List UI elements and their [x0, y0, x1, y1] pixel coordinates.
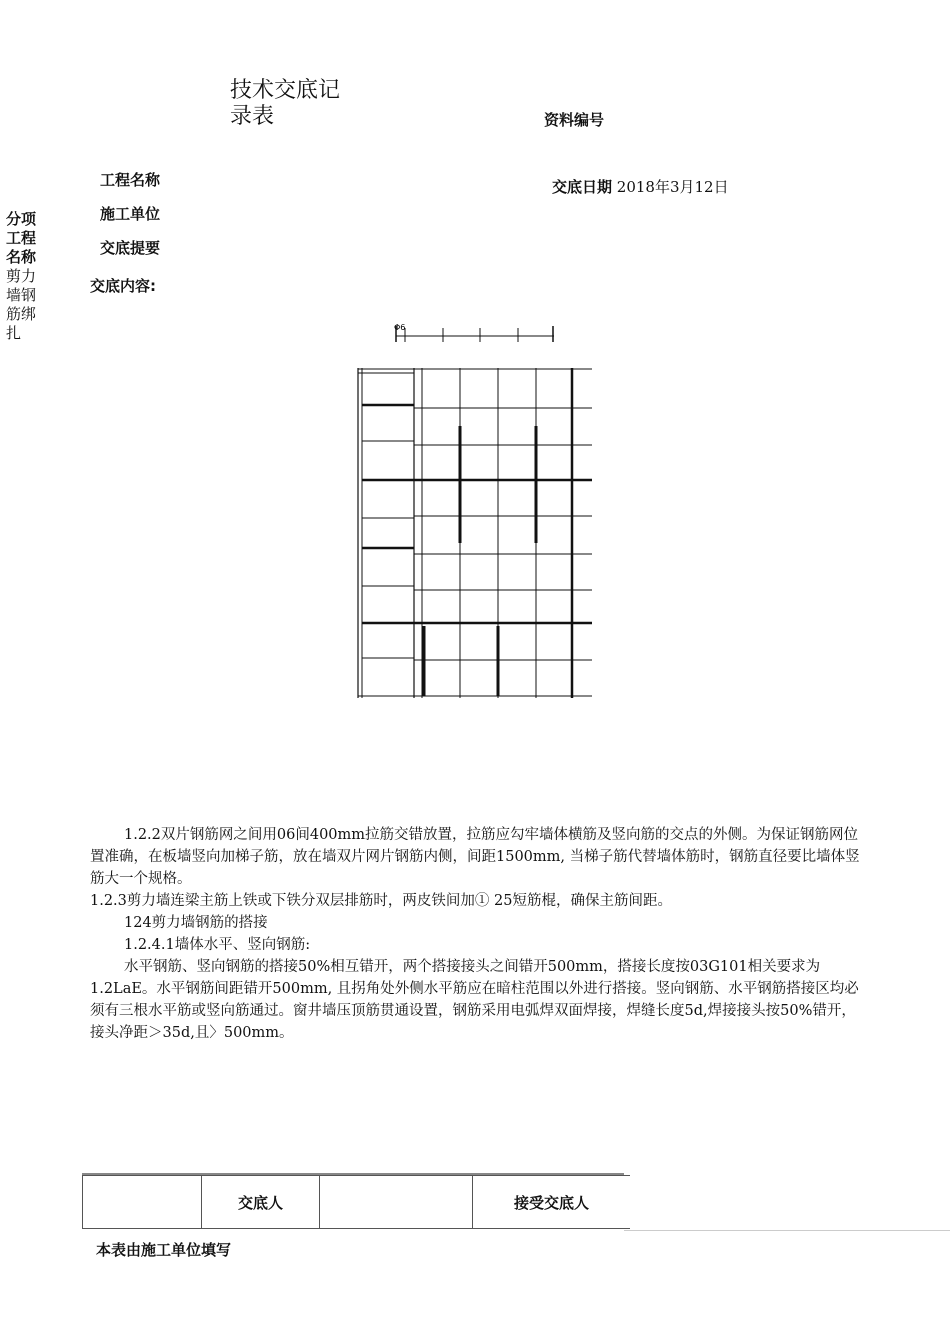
scale-label: Φ6 — [394, 323, 406, 332]
table-top-rule — [82, 1173, 624, 1175]
giver-signature-cell — [320, 1176, 473, 1229]
date-value: 2018年3月12日 — [616, 178, 729, 196]
subproject-label: 分项工程名称 — [6, 210, 37, 266]
paragraph-5: 水平钢筋、竖向钢筋的搭接50%相互错开，两个搭接接头之间错开500mm，搭接长度按03G101相关要求为1.2LaE。水平钢筋间距错开500mm, 且拐角处外侧水平筋应在暗柱范围以外进行搭接。竖向钢筋、水平钢筋搭接区均必须有三根水平筋或竖向筋通过。窗井墙压顶筋贯通设置，钢筋采用电弧焊双面焊接，焊缝长度5d,焊接接头按50%错开，接头净距＞35d,且〉500mm。 — [90, 959, 859, 1041]
extended-rule — [624, 1230, 950, 1231]
summary-label: 交底提要 — [100, 239, 161, 257]
footer-note: 本表由施工单位填写 — [96, 1241, 232, 1259]
content-label: 交底内容: — [90, 277, 156, 295]
date-row — [552, 176, 729, 197]
project-name-label: 工程名称 — [100, 171, 161, 189]
content-body — [90, 824, 860, 1044]
paragraph-2: 1.2.3剪力墙连梁主筋上铁或下铁分双层排筋时，两皮铁间加① 25短筋棍，确保主筋间距。 — [90, 893, 672, 909]
paragraph-1: 1.2.2双片钢筋网之间用06间400mm拉筋交错放置，拉筋应勾牢墙体横筋及竖向筋的交点的外侧。为保证钢筋网位置准确，在板墙竖向加梯子筋，放在墙双片网片钢筋内侧，间距1500mm, 当梯子筋代替墙体筋时，钢筋直径要比墙体竖筋大一个规格。 — [90, 827, 860, 887]
date-label: 交底日期 — [552, 178, 613, 196]
subproject-column — [6, 210, 46, 343]
blank-cell — [83, 1176, 202, 1229]
construction-unit-label: 施工单位 — [100, 205, 161, 223]
paragraph-3: 124剪力墙钢筋的搭接 — [124, 915, 268, 931]
giver-label: 交底人 — [202, 1176, 320, 1229]
signature-table — [82, 1175, 630, 1229]
doc-number-label: 资料编号 — [544, 111, 605, 129]
paragraph-4: 1.2.4.1墙体水平、竖向钢筋: — [124, 937, 311, 953]
receiver-label: 接受交底人 — [473, 1176, 631, 1229]
form-title: 技术交底记录表 — [230, 78, 341, 129]
subproject-value: 剪力墙钢筋绑扎 — [6, 267, 37, 342]
rebar-grid-drawing — [350, 318, 600, 703]
